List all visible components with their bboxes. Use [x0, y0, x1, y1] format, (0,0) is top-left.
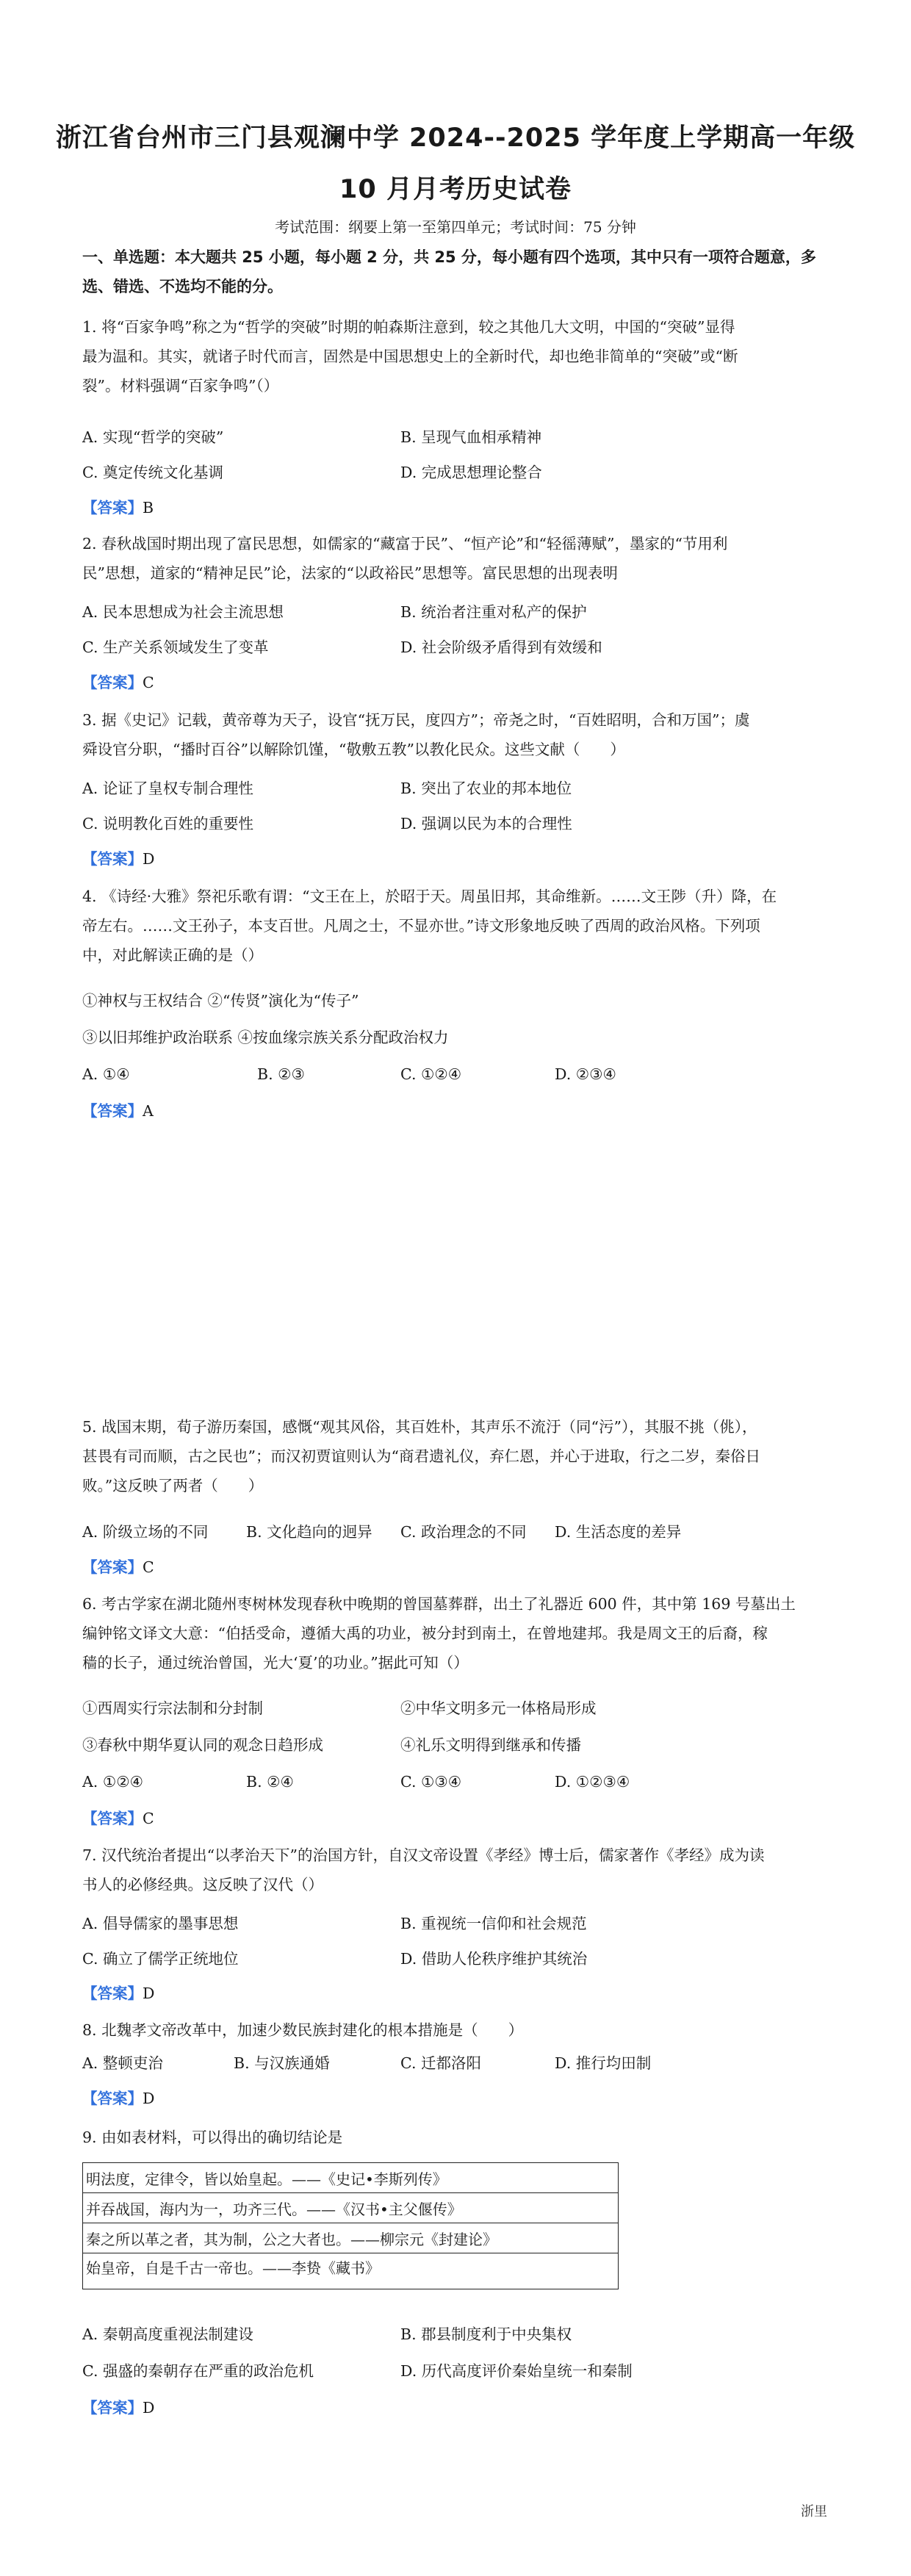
option: B. ②④ — [246, 1773, 294, 1791]
option: B. 文化趋向的迥异 — [246, 1523, 372, 1541]
question-line: 7. 汉代统治者提出“以孝治天下”的治国方针，自汉文帝设置《孝经》博士后，儒家著作《孝经》成为读 — [82, 1846, 765, 1864]
option: D. ②③④ — [555, 1065, 616, 1083]
answer-tag: 【答案】 — [82, 674, 143, 691]
option: B. ②③ — [257, 1065, 305, 1083]
answer-value: D — [143, 850, 155, 868]
answer-1 — [82, 497, 154, 519]
option: A. 整顿吏治 — [82, 2054, 163, 2072]
table-cell: 始皇帝，自是千古一帝也。——李贽《藏书》 — [83, 2253, 619, 2289]
option: A. 实现“哲学的突破” — [82, 428, 224, 446]
option: B. 郡县制度利于中央集权 — [400, 2325, 572, 2343]
section-heading — [82, 242, 846, 301]
question-1-stem — [82, 312, 846, 400]
option: B. 统治者注重对私产的保护 — [400, 603, 587, 621]
answer-tag: 【答案】 — [82, 1558, 143, 1576]
exam-title-line1: 浙江省台州市三门县观澜中学 2024--2025 学年度上学期高一年级 — [55, 123, 856, 153]
answer-tag: 【答案】 — [82, 2090, 143, 2107]
option: C. 说明教化百姓的重要性 — [82, 815, 253, 832]
option: A. 倡导儒家的墨事思想 — [82, 1915, 239, 1932]
option: D. ①②③④ — [555, 1773, 630, 1791]
statement-item: ①神权与王权结合 ②“传贤”演化为“传子” — [82, 992, 359, 1010]
table-cell: 秦之所以革之者，其为制，公之大者也。——柳宗元《封建论》 — [83, 2223, 619, 2253]
statement-item: ②中华文明多元一体格局形成 — [400, 1699, 597, 1717]
option: D. 强调以民为本的合理性 — [400, 815, 572, 832]
question-line: 最为温和。其实，就诸子时代而言，固然是中国思想史上的全新时代，却也绝非简单的“突破”或“断 — [82, 348, 738, 365]
source-material-table — [82, 2162, 619, 2289]
option: C. 迁都洛阳 — [400, 2054, 481, 2072]
answer-tag: 【答案】 — [82, 1102, 143, 1120]
exam-title-line2: 10 月月考历史试卷 — [339, 175, 572, 204]
answer-2 — [82, 672, 154, 694]
option: A. ①④ — [82, 1065, 130, 1083]
option: D. 历代高度评价秦始皇统一和秦制 — [400, 2362, 633, 2380]
answer-value: D — [143, 2090, 155, 2107]
option: C. 生产关系领域发生了变革 — [82, 638, 269, 656]
statement-item: ①西周实行宗法制和分封制 — [82, 1699, 263, 1717]
question-line: 8. 北魏孝文帝改革中，加速少数民族封建化的根本措施是（ ） — [82, 2021, 524, 2039]
question-line: 中，对此解读正确的是（） — [82, 946, 263, 964]
option: C. 政治理念的不同 — [400, 1523, 527, 1541]
option: B. 与汉族通婚 — [234, 2054, 330, 2072]
question-line: 3. 据《史记》记载，黄帝尊为天子，设官“抚万民，度四方”；帝尧之时，“百姓昭明，合和万国”；虞 — [82, 711, 750, 729]
question-line: 1. 将“百家争鸣”称之为“哲学的突破”时期的帕森斯注意到，较之其他几大文明，中国的“突破”显得 — [82, 318, 735, 336]
question-line: 9. 由如表材料，可以得出的确切结论是 — [82, 2129, 343, 2146]
question-line: 2. 春秋战国时期出现了富民思想，如儒家的“藏富于民”、“恒产论”和“轻徭薄赋”，墨家的“节用利 — [82, 535, 728, 553]
question-7-stem — [82, 1841, 846, 1899]
option: A. ①②④ — [82, 1773, 143, 1791]
table-cell: 并吞战国，海内为一，功齐三代。——《汉书•主父偃传》 — [83, 2193, 619, 2223]
option: A. 论证了皇权专制合理性 — [82, 780, 253, 797]
answer-9 — [82, 2397, 154, 2419]
question-line: 书人的必修经典。这反映了汉代（） — [82, 1876, 323, 1893]
answer-value: D — [143, 2399, 155, 2417]
exam-scope: 考试范围：纲要上第一至第四单元；考试时间：75 分钟 — [275, 218, 636, 236]
option: B. 呈现气血相承精神 — [400, 428, 542, 446]
question-2-stem — [82, 529, 846, 588]
question-line: 甚畏有司而顺，古之民也”；而汉初贾谊则认为“商君遗礼仪，弃仁恩，并心于进取，行之二岁，秦俗日 — [82, 1447, 760, 1465]
option: C. 确立了儒学正统地位 — [82, 1950, 239, 1968]
question-line: 6. 考古学家在湖北随州枣树林发现春秋中晚期的曾国墓葬群，出土了礼器近 600 件，其中第 169 号墓出土 — [82, 1595, 796, 1613]
answer-tag: 【答案】 — [82, 2399, 143, 2417]
table-row — [83, 2193, 619, 2223]
question-8-stem — [82, 2015, 846, 2045]
question-5-stem — [82, 1412, 846, 1500]
option: D. 推行均田制 — [555, 2054, 652, 2072]
option: B. 重视统一信仰和社会规范 — [400, 1915, 587, 1932]
question-line: 5. 战国末期，荀子游历秦国，感慨“观其风俗，其百姓朴，其声乐不流汙（同“污”），其服不挑（佻）， — [82, 1418, 757, 1436]
answer-4 — [82, 1100, 154, 1122]
question-line: 舜设官分职，“播时百谷”以解除饥馑，“敬敷五教”以教化民众。这些文献（ ） — [82, 741, 625, 758]
answer-tag: 【答案】 — [82, 1810, 143, 1827]
option: D. 借助人伦秩序维护其统治 — [400, 1950, 588, 1968]
question-line: 编钟铭文译文大意：“伯括受命，遵循大禹的功业，被分封到南土，在曾地建邦。我是周文王的后裔，稼 — [82, 1625, 768, 1642]
section-heading-line2: 选、错选、不选均不能的分。 — [82, 278, 283, 295]
option: A. 秦朝高度重视法制建设 — [82, 2325, 253, 2343]
answer-value: B — [143, 499, 154, 517]
answer-value: D — [143, 1985, 155, 2002]
answer-value: C — [143, 674, 154, 691]
option: D. 社会阶级矛盾得到有效缓和 — [400, 638, 602, 656]
question-line: 裂”。材料强调“百家争鸣”（） — [82, 377, 279, 395]
footer-label: 浙里 — [801, 2504, 827, 2519]
answer-3 — [82, 848, 154, 870]
question-line: 帝左右。……文王孙子，本支百世。凡周之士，不显亦世。”诗文形象地反映了西周的政治风格。下列项 — [82, 917, 760, 935]
option: D. 完成思想理论整合 — [400, 464, 542, 481]
question-line: 民”思想，道家的“精神足民”论，法家的“以政裕民”思想等。富民思想的出现表明 — [82, 564, 618, 582]
table-row — [83, 2253, 619, 2289]
statement-item: ④礼乐文明得到继承和传播 — [400, 1736, 581, 1754]
table-cell: 明法度，定律令，皆以始皇起。——《史记•李斯列传》 — [83, 2163, 619, 2193]
option: B. 突出了农业的邦本地位 — [400, 780, 572, 797]
table-row — [83, 2223, 619, 2253]
answer-6 — [82, 1807, 154, 1830]
question-3-stem — [82, 705, 846, 764]
option: C. 强盛的秦朝存在严重的政治危机 — [82, 2362, 314, 2380]
statement-item: ③春秋中期华夏认同的观念日趋形成 — [82, 1736, 323, 1754]
table-row — [83, 2163, 619, 2193]
question-line: 穑的长子，通过统治曾国，光大‘夏’的功业。”据此可知（） — [82, 1654, 469, 1672]
answer-7 — [82, 1982, 154, 2004]
question-9-stem — [82, 2123, 846, 2152]
answer-tag: 【答案】 — [82, 499, 143, 517]
answer-8 — [82, 2087, 154, 2109]
option: D. 生活态度的差异 — [555, 1523, 682, 1541]
answer-value: C — [143, 1558, 154, 1576]
answer-value: A — [143, 1102, 154, 1120]
answer-value: C — [143, 1810, 154, 1827]
question-line: 4. 《诗经·大雅》祭祀乐歌有谓：“文王在上，於昭于天。周虽旧邦，其命维新。……文王陟（升）降，在 — [82, 888, 777, 905]
question-6-stem — [82, 1589, 846, 1677]
answer-tag: 【答案】 — [82, 1985, 143, 2002]
question-line: 败。”这反映了两者（ ） — [82, 1477, 264, 1494]
answer-tag: 【答案】 — [82, 850, 143, 868]
option: A. 阶级立场的不同 — [82, 1523, 209, 1541]
option: C. ①②④ — [400, 1065, 462, 1083]
option: C. 奠定传统文化基调 — [82, 464, 223, 481]
section-heading-line1: 一、单选题：本大题共 25 小题，每小题 2 分，共 25 分，每小题有四个选项，其中只有一项符合题意，多 — [82, 248, 816, 266]
option: C. ①③④ — [400, 1773, 462, 1791]
answer-5 — [82, 1556, 154, 1578]
option: A. 民本思想成为社会主流思想 — [82, 603, 284, 621]
question-4-stem — [82, 882, 846, 970]
statement-item: ③以旧邦维护政治联系 ④按血缘宗族关系分配政治权力 — [82, 1029, 449, 1046]
